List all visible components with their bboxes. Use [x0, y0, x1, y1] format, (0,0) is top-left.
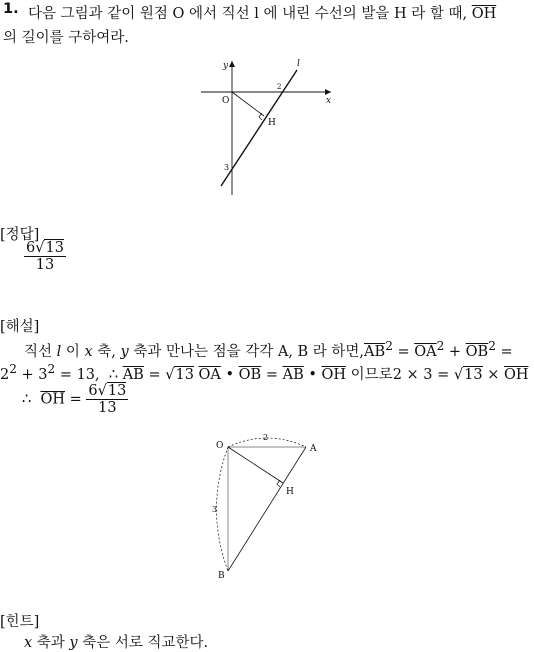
solution-line1 [24, 339, 513, 361]
answer-numerator: 6√13 [26, 240, 64, 256]
result-fraction [86, 383, 128, 416]
label-3: 3 [212, 505, 218, 514]
segment-ab: $\overline{AB}$ [122, 366, 144, 383]
segment-oh: $\overline{OH}$ [321, 366, 347, 383]
segment-ab [228, 447, 306, 571]
segment-ob: $\overline{OB}$ [238, 366, 262, 383]
equals: = [500, 343, 513, 360]
result-denominator: 13 [86, 399, 128, 416]
segment-ab: $\overline{AB}$ [282, 366, 304, 383]
equals: = [397, 343, 410, 360]
answer-header: [정답] [0, 227, 40, 243]
exponent: 2 [488, 339, 496, 353]
text: 직선 [24, 343, 53, 360]
segment-oh: $\overline{OH}$ [471, 6, 497, 22]
radicand: 13 [175, 366, 194, 383]
problem-text-line2: 의 길이를 구하여라. [3, 30, 129, 46]
solution-line3 [22, 383, 128, 416]
segment-ab: $\overline{AB}$ [364, 343, 386, 360]
answer-denominator: 13 [24, 256, 66, 273]
numerator-coefficient: 6 [26, 240, 36, 256]
segment-ob: $\overline{OB}$ [465, 343, 489, 360]
number: + 3 [21, 366, 48, 383]
segment-oh: $\overline{OH}$ [503, 366, 529, 383]
exponent: 2 [47, 362, 56, 376]
arc-oa [228, 438, 306, 447]
answer-value [24, 240, 66, 273]
problem-text-line1 [28, 2, 496, 23]
equals: = [265, 366, 278, 383]
segment-oh: $\overline{OH}$ [40, 391, 65, 408]
dot-product: • [225, 366, 235, 383]
solution-line2: $2^2 + 3^2 = 13$, ∴ $\overline{AB} = √13$ $\overline{OA}$ • $\overline{OB} = \overline{AB}$ • $\overline{OH}$ 이므로$2 \times 3 = √13 \times \overline{OH}$ [0, 362, 529, 383]
therefore-symbol: ∴ [108, 366, 119, 383]
exponent: 2 [436, 339, 445, 353]
hint-header: [힌트] [0, 614, 40, 630]
label-b: B [218, 571, 225, 581]
symbol-x: x [24, 635, 33, 651]
y-axis-arrow [229, 61, 235, 67]
therefore-symbol: ∴ [22, 391, 32, 408]
right-angle-mark [259, 113, 262, 120]
equals: = [148, 366, 161, 383]
equals: = [69, 391, 82, 408]
label-o: O [216, 441, 224, 451]
symbol-y: y [120, 343, 129, 360]
text: 이므로2 × 3 = [350, 366, 450, 383]
segment-oa: $\overline{OA}$ [198, 366, 221, 383]
text: = 13, [59, 366, 100, 383]
label-h: H [268, 118, 276, 128]
label-h: H [286, 487, 294, 497]
segment-oa: $\overline{OA}$ [414, 343, 437, 360]
label-origin: O [222, 96, 230, 106]
label-a: A [310, 444, 317, 454]
numerator-coefficient: 6 [88, 383, 98, 399]
numerator-radicand: 13 [45, 240, 64, 256]
label-2: 2 [263, 433, 269, 442]
hint-text [24, 631, 208, 652]
result-numerator: 6√13 [88, 383, 127, 399]
label-y: y [223, 61, 229, 71]
line-l [221, 70, 297, 186]
numerator-radicand: 13 [107, 383, 127, 399]
label-3: 3 [224, 163, 230, 172]
exponent: 2 [9, 362, 17, 376]
symbol-l: l [56, 343, 62, 360]
text: 축과 [36, 635, 65, 651]
text: 축과 만나는 점을 각각 A, B 라 하면, [133, 343, 365, 360]
symbol-x: x [84, 343, 93, 360]
perpendicular-oh [232, 92, 264, 116]
right-angle-mark [277, 480, 280, 487]
label-l: l [297, 59, 300, 69]
dot-product: • [308, 366, 317, 383]
exponent: 2 [385, 339, 393, 353]
plus: + [448, 343, 462, 360]
radicand: 13 [464, 366, 483, 383]
times: × [487, 366, 500, 383]
number: 2 [0, 366, 10, 383]
label-2: 2 [277, 83, 282, 91]
text: 축은 서로 직교한다. [82, 635, 209, 651]
symbol-y: y [69, 635, 78, 651]
segment-oh [228, 447, 283, 483]
arc-ob [217, 447, 229, 571]
solution-header: [해설] [0, 319, 40, 335]
x-axis-arrow [325, 89, 331, 95]
answer-fraction [24, 240, 66, 273]
problem-number: 1. [3, 1, 19, 17]
text: 축, [97, 343, 116, 360]
problem-text: 다음 그림과 같이 원점 O 에서 직선 l 에 내린 수선의 발을 H 라 할 때, [28, 6, 468, 22]
label-x: x [326, 96, 332, 106]
text: 이 [65, 343, 80, 360]
